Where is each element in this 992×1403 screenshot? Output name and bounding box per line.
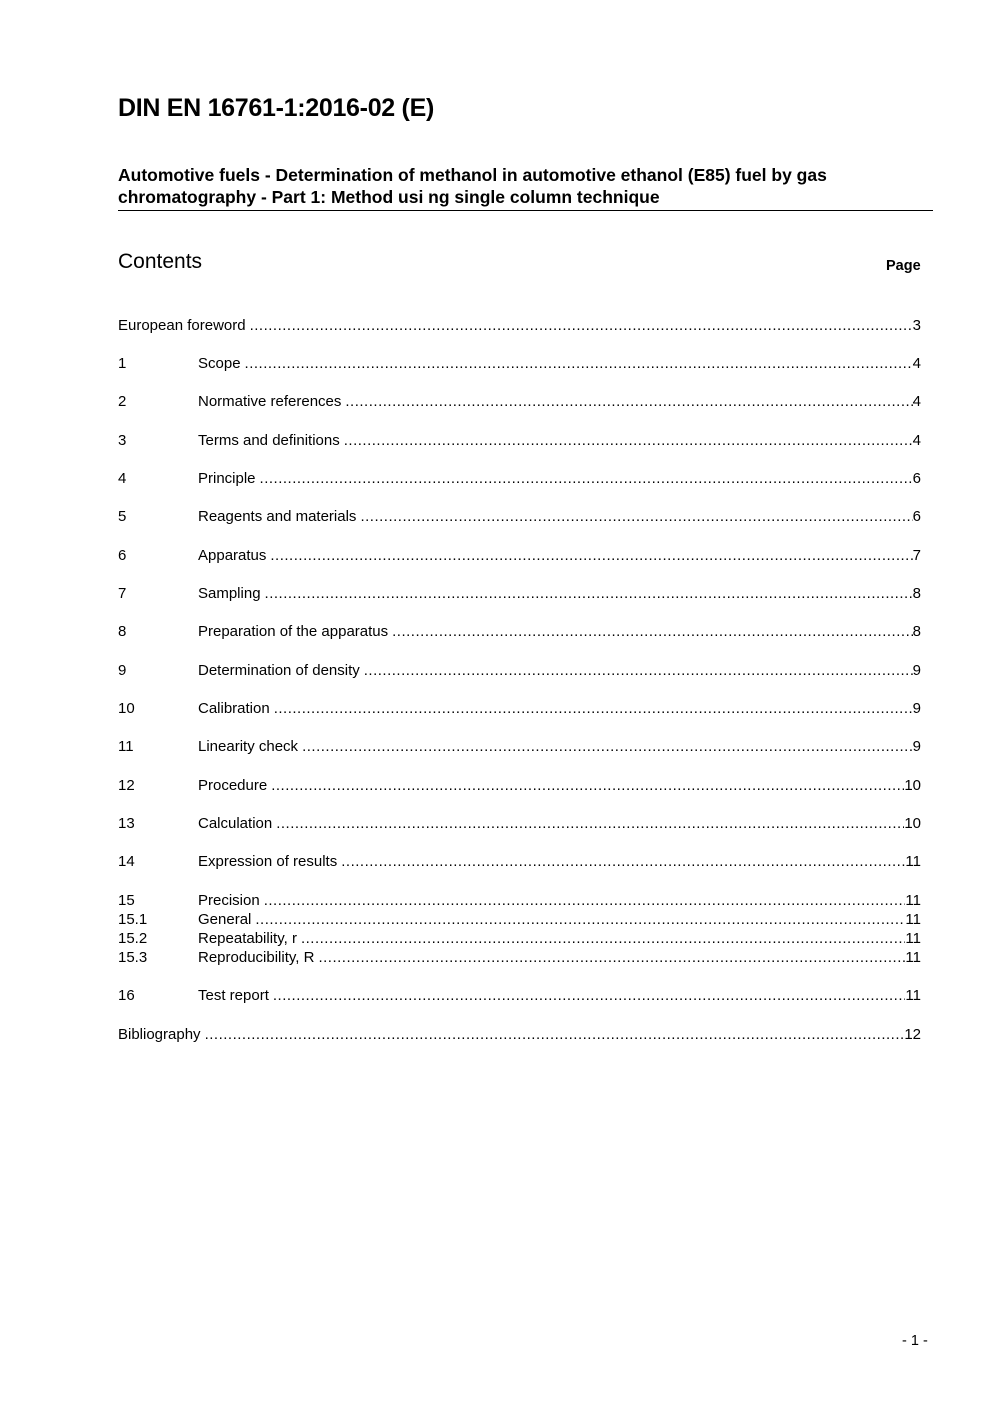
toc-entry-title: Test report: [198, 987, 269, 1004]
toc-entry-title: Reagents and materials: [198, 508, 357, 525]
toc-entry-title: Apparatus: [198, 547, 267, 564]
toc-entry-page: 11: [905, 949, 921, 966]
toc-leader-dots: [265, 584, 913, 603]
document-id: DIN EN 16761-1:2016-02 (E): [118, 94, 434, 122]
toc-leader-dots: [276, 814, 904, 833]
toc-leader-dots: [270, 546, 912, 565]
toc-entry-title: Linearity check: [198, 738, 299, 755]
toc-entry-number: 10: [118, 700, 135, 717]
toc-entry-number: 14: [118, 853, 135, 870]
toc-entry-title: Procedure: [198, 777, 268, 794]
toc-entry[interactable]: [118, 1025, 921, 1044]
toc-entry-page: 6: [912, 508, 921, 525]
toc-entry-page: 4: [912, 432, 921, 449]
toc-entry-title: Expression of results: [198, 853, 338, 870]
toc-entry[interactable]: [118, 891, 921, 910]
toc-entry-number: 3: [118, 432, 127, 449]
toc-entry-page: 4: [912, 393, 921, 410]
toc-leader-dots: [302, 737, 913, 756]
toc-entry-page: 10: [904, 777, 921, 794]
toc-entry-number: 16: [118, 987, 135, 1004]
toc-entry-page: 12: [904, 1026, 921, 1043]
toc-entry[interactable]: [118, 852, 921, 871]
toc-entry-number: 12: [118, 777, 135, 794]
toc-entry-title: European foreword: [118, 317, 246, 334]
toc-entry-title: Scope: [198, 355, 241, 372]
toc-entry-page: 3: [912, 317, 921, 334]
toc-leader-dots: [341, 852, 905, 871]
toc-entry-number: 8: [118, 623, 127, 640]
toc-entry[interactable]: [118, 354, 921, 373]
toc-entry-page: 7: [912, 547, 921, 564]
toc-entry-page: 4: [912, 355, 921, 372]
toc-entry-title: Sampling: [198, 585, 261, 602]
toc-leader-dots: [344, 431, 913, 450]
toc-entry[interactable]: [118, 469, 921, 488]
toc-entry-number: 5: [118, 508, 127, 525]
toc-entry-page: 11: [905, 911, 921, 928]
toc-entry[interactable]: [118, 661, 921, 680]
toc-entry[interactable]: [118, 392, 921, 411]
toc-entry-page: 11: [905, 853, 921, 870]
toc-entry-page: 11: [905, 987, 921, 1004]
toc-entry-title: General: [198, 911, 252, 928]
toc-entry-page: 10: [904, 815, 921, 832]
toc-entry-title: Calculation: [198, 815, 273, 832]
toc-leader-dots: [245, 354, 913, 373]
toc-entry-number: 1: [118, 355, 127, 372]
toc-leader-dots: [364, 661, 913, 680]
toc-leader-dots: [301, 929, 905, 948]
toc-entry-page: 11: [905, 930, 921, 947]
toc-leader-dots: [264, 891, 906, 910]
toc-entry-title: Terms and definitions: [198, 432, 340, 449]
toc-entry-number: 4: [118, 470, 127, 487]
toc-entry[interactable]: [118, 814, 921, 833]
toc-entry[interactable]: [118, 622, 921, 641]
contents-heading: Contents: [118, 250, 203, 273]
toc-entry[interactable]: [118, 776, 921, 795]
toc-entry-title: Determination of density: [198, 662, 360, 679]
toc-leader-dots: [205, 1025, 905, 1044]
toc-entry[interactable]: [118, 910, 921, 929]
toc-leader-dots: [274, 699, 913, 718]
toc-leader-dots: [255, 910, 905, 929]
toc-entry-number: 15.2: [118, 930, 148, 947]
toc-entry-number: 13: [118, 815, 135, 832]
toc-entry-number: 9: [118, 662, 127, 679]
toc-entry-title: Principle: [198, 470, 256, 487]
toc-entry-page: 6: [912, 470, 921, 487]
toc-entry[interactable]: [118, 737, 921, 756]
toc-entry-page: 8: [912, 623, 921, 640]
toc-entry-title: Precision: [198, 892, 260, 909]
footer-page-number: - 1 -: [902, 1333, 928, 1349]
toc-leader-dots: [318, 948, 905, 967]
toc-entry-title: Normative references: [198, 393, 342, 410]
toc-leader-dots: [260, 469, 913, 488]
toc-entry-page: 8: [912, 585, 921, 602]
toc-entry-number: 2: [118, 393, 127, 410]
toc-entry-page: 9: [912, 662, 921, 679]
toc-entry[interactable]: [118, 507, 921, 526]
toc-entry[interactable]: [118, 546, 921, 565]
toc-entry-title: Reproducibility, R: [198, 949, 315, 966]
toc-leader-dots: [392, 622, 913, 641]
toc-entry[interactable]: [118, 584, 921, 603]
toc-entry[interactable]: [118, 986, 921, 1005]
toc-entry-title: Calibration: [198, 700, 270, 717]
toc-entry-number: 6: [118, 547, 127, 564]
toc-leader-dots: [360, 507, 912, 526]
toc-entry[interactable]: [118, 699, 921, 718]
toc-leader-dots: [250, 316, 913, 335]
toc-entry[interactable]: [118, 316, 921, 335]
toc-leader-dots: [345, 392, 912, 411]
page-column-heading: Page: [886, 258, 921, 274]
toc-entry-number: 15.3: [118, 949, 148, 966]
toc-entry-title: Repeatability, r: [198, 930, 297, 947]
toc-entry-page: 9: [912, 700, 921, 717]
toc-entry[interactable]: [118, 948, 921, 967]
toc-entry-title: Preparation of the apparatus: [198, 623, 389, 640]
toc-entry-title: Bibliography: [118, 1026, 201, 1043]
toc-entry-number: 15.1: [118, 911, 148, 928]
toc-leader-dots: [273, 986, 906, 1005]
toc-entry-number: 15: [118, 892, 135, 909]
toc-entry-page: 11: [905, 892, 921, 909]
toc-leader-dots: [271, 776, 904, 795]
toc-entry[interactable]: [118, 431, 921, 450]
toc-entry-page: 9: [912, 738, 921, 755]
document-title: Automotive fuels - Determination of methanol in automotive ethanol (E85) fuel by gas chromatography - Part 1: Method usi ng single column technique: [118, 164, 933, 211]
toc-entry-number: 7: [118, 585, 127, 602]
toc-entry-number: 11: [118, 738, 134, 755]
toc-entry[interactable]: [118, 929, 921, 948]
